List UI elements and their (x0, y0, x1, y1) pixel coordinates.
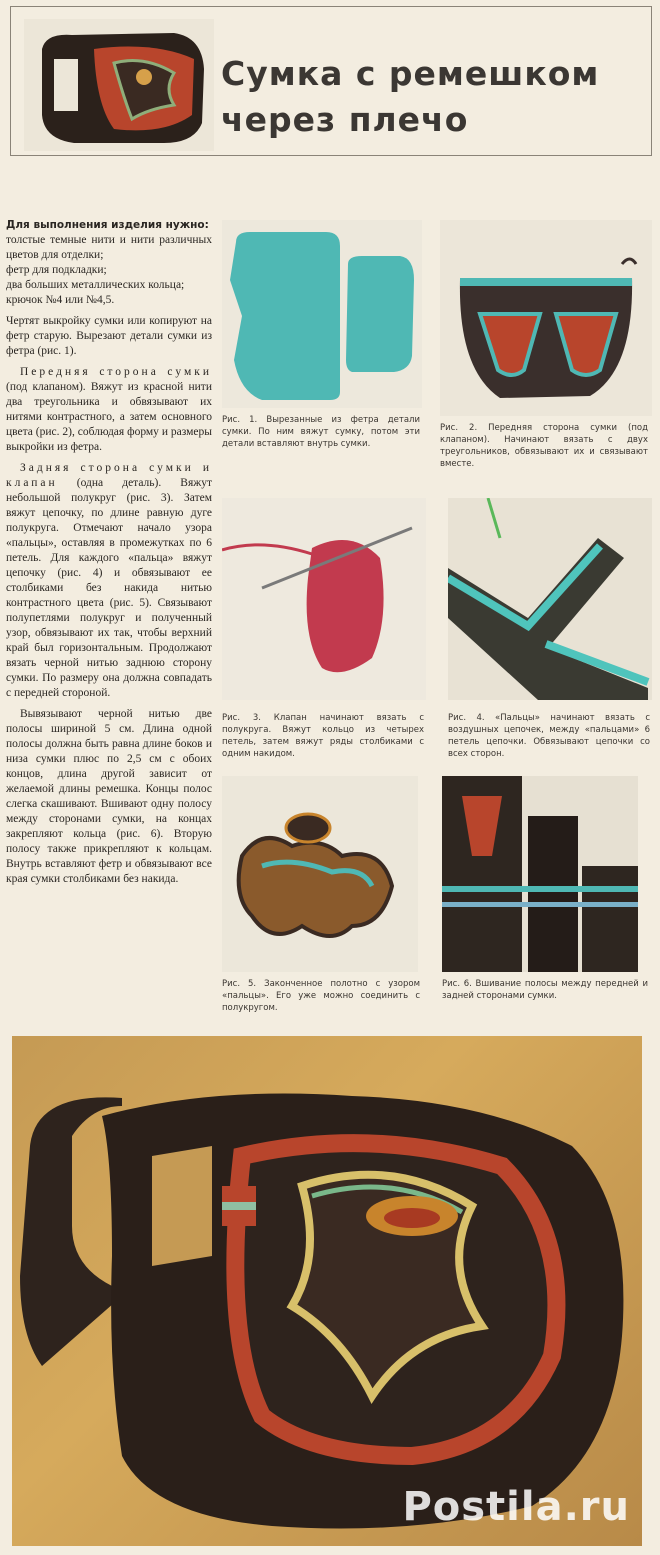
figure-4-caption: Рис. 4. «Пальцы» начинают вязать с воздушных цепочек, между «пальцами» 6 петель цепочки. Обвязывают цепочки со всех сторон. (448, 713, 650, 759)
paragraph-text: Чертят выкройку сумки или копируют на фетр старую. Вырезают детали сумки из фетра (рис. 1). (6, 315, 212, 357)
main-bag-photo (12, 1036, 642, 1546)
header-bag-photo (24, 19, 214, 151)
paragraph-text: Вывязывают черной нитью две полосы шириной 5 см. Длина одной полосы должна быть равна длине боков и низа сумки плюс по 2,5 см с обоих концов, длина другой зависит от желаемой длины ремешка. Концы полос слегка скашивают. Вшивают одну полосу между сторонами сумки, на концах закрепляют кольца (рис. 6). Вторую полосу также прикрепляют к кольцам. Внутрь вставляют фетр и обвязывают все края сумки столбиками без накида. (6, 708, 212, 885)
figure-2-caption: Рис. 2. Передняя сторона сумки (под клапаном). Начинают вязать с двух треугольников, обвязывают их и связывают вместе. (440, 423, 648, 469)
title-line-1: Сумка с ремешком (221, 54, 600, 93)
paragraph-1 (6, 314, 212, 359)
figure-3-photo (222, 498, 426, 700)
materials-item: толстые темные нити и нити различных цветов для отделки; (6, 234, 212, 261)
figure-6 (442, 776, 652, 1026)
materials-heading: Для выполнения изделия нужно: (6, 219, 209, 231)
figure-3 (222, 498, 426, 768)
figure-1-caption: Рис. 1. Вырезанные из фетра детали сумки. По ним вяжут сумку, потом эти детали вставляют внутрь сумки. (222, 415, 420, 449)
figure-2 (440, 220, 652, 480)
materials-item: фетр для подкладки; (6, 264, 107, 276)
materials-block (6, 218, 212, 308)
paragraph-4 (6, 707, 212, 887)
figure-5-photo (222, 776, 418, 972)
materials-item: два больших металлических кольца; (6, 279, 185, 291)
section-heading-back: Задняя сторона сумки и клапан (6, 462, 212, 489)
paragraph-text: (одна деталь). Вяжут небольшой полукруг (рис. 3). Затем вяжут цепочку, по длине равную дуге полукруга. Отмечают начало узора «пальцы», оставляя в промежутках по 6 петель. Для каждого «пальца» вяжут цепочку (рис. 4) и обвязывают ее столбиками без накида нитью контрастного цвета (рис. 5). Связывают полупетлями полукруг и полученный узор, обвязывают их так, чтобы верхний край был горизонтальным. Продолжают вязать черной нитью заднюю сторону сумки. По размеру она должна совпадать с передней стороной. (6, 477, 212, 699)
figure-6-photo (442, 776, 638, 972)
page-title (221, 51, 651, 143)
title-line-2: через плечо (221, 100, 469, 139)
paragraph-2 (6, 365, 212, 455)
figure-4-photo (448, 498, 652, 700)
instructions-column (6, 218, 212, 893)
article-header (10, 6, 652, 156)
figure-3-caption: Рис. 3. Клапан начинают вязать с полукруга. Вяжут кольцо из четырех петель, затем вяжут ряды столбиками с одним накидом. (222, 713, 424, 759)
figure-4 (448, 498, 652, 768)
section-heading-front: Передняя сторона сумки (20, 366, 212, 378)
figure-1-photo (222, 220, 422, 408)
figure-5-caption: Рис. 5. Законченное полотно с узором «пальцы». Его уже можно соединить с полукругом. (222, 979, 420, 1013)
materials-item: крючок №4 или №4,5. (6, 294, 115, 306)
watermark-text: Postila.ru (402, 1484, 630, 1530)
figure-5 (222, 776, 422, 1026)
paragraph-text: (под клапаном). Вяжут из красной нити два треугольника и обвязывают их нитями контрастного, а затем основного цвета (рис. 2), соблюдая форму и размеры выкройки из фетра. (6, 381, 212, 453)
figure-1 (222, 220, 422, 470)
paragraph-3 (6, 461, 212, 701)
figure-6-caption: Рис. 6. Вшивание полосы между передней и задней сторонами сумки. (442, 979, 648, 1001)
figure-2-photo (440, 220, 652, 416)
